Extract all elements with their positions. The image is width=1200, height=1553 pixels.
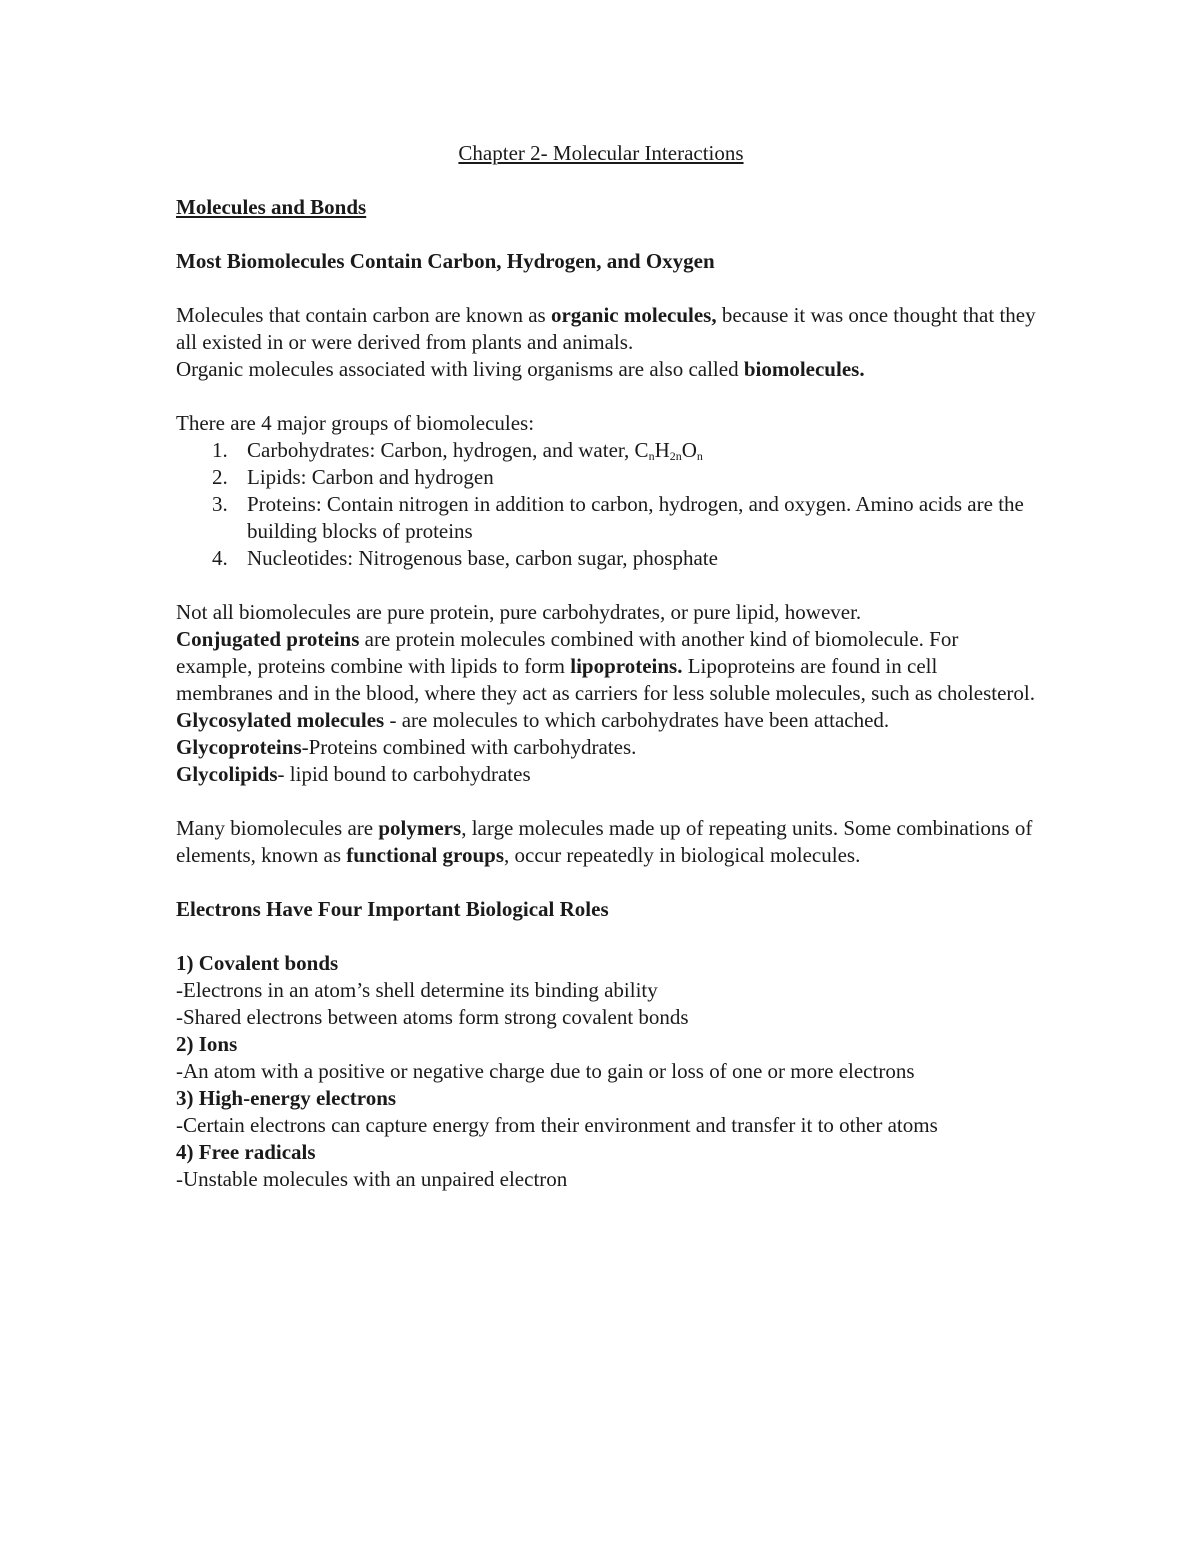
list-item <box>176 491 1036 545</box>
subheading-electrons: Electrons Have Four Important Biological Roles <box>176 897 609 921</box>
role-line: -Shared electrons between atoms form strong covalent bonds <box>176 1005 689 1029</box>
text: are protein molecules combined with another kind of biomolecule. For example, proteins combine with lipids to form <box>176 627 959 678</box>
list-text: Nucleotides: Nitrogenous base, carbon sugar, phosphate <box>247 546 718 570</box>
formula-part: O <box>681 438 697 462</box>
role-title-free-radicals: 4) Free radicals <box>176 1140 316 1164</box>
subscript: n <box>696 449 703 463</box>
paragraph-conjugated-proteins <box>176 626 1036 707</box>
list-text: Carbohydrates: Carbon, hydrogen, and water, C <box>247 438 649 462</box>
role-line: -Unstable molecules with an unpaired electron <box>176 1167 568 1191</box>
term-biomolecules: biomolecules. <box>743 357 865 381</box>
term-organic-molecules: organic molecules, <box>550 303 717 327</box>
text: -Proteins combined with carbohydrates. <box>301 735 637 759</box>
list-item <box>176 464 1036 491</box>
text: Lipoproteins are found in cell membranes and in the blood, where they act as carriers for less soluble molecules, such as cholesterol. <box>176 654 1035 705</box>
list-number: 1. <box>212 438 228 462</box>
role-title-covalent-bonds: 1) Covalent bonds <box>176 951 339 975</box>
role-line: -Electrons in an atom’s shell determine its binding ability <box>176 978 658 1002</box>
paragraph-glycolipids <box>176 761 1036 788</box>
subheading-biomolecules: Most Biomolecules Contain Carbon, Hydrogen, and Oxygen <box>176 249 715 273</box>
biomolecule-groups-list <box>176 437 1036 572</box>
text: Organic molecules associated with living organisms are also called <box>176 357 744 381</box>
list-item <box>176 437 1036 464</box>
term-glycoproteins: Glycoproteins <box>176 735 302 759</box>
list-text: Proteins: Contain nitrogen in addition to carbon, hydrogen, and oxygen. Amino acids are the building blocks of proteins <box>247 492 1024 543</box>
paragraph-glycoproteins <box>176 734 1036 761</box>
term-functional-groups: functional groups <box>346 843 505 867</box>
list-number: 2. <box>212 465 228 489</box>
paragraph-biomolecules <box>176 356 1036 383</box>
paragraph-polymers <box>176 815 1036 869</box>
text: , large molecules made up of repeating units. Some combinations of elements, known as <box>176 816 1033 867</box>
groups-intro: There are 4 major groups of biomolecules: <box>176 411 535 435</box>
text: Many biomolecules are <box>176 816 379 840</box>
role-title-high-energy-electrons: 3) High-energy electrons <box>176 1086 397 1110</box>
term-lipoproteins: lipoproteins. <box>570 654 683 678</box>
role-line: -Certain electrons can capture energy from their environment and transfer it to other atoms <box>176 1113 938 1137</box>
role-title-ions: 2) Ions <box>176 1032 238 1056</box>
list-number: 4. <box>212 546 228 570</box>
list-text: Lipids: Carbon and hydrogen <box>247 465 494 489</box>
document-page <box>176 140 1036 1193</box>
term-polymers: polymers <box>378 816 462 840</box>
subscript: 2n <box>669 449 682 463</box>
formula-part: H <box>654 438 670 462</box>
subscript: n <box>648 449 655 463</box>
role-line: -An atom with a positive or negative charge due to gain or loss of one or more electrons <box>176 1059 915 1083</box>
section-heading: Molecules and Bonds <box>176 195 367 219</box>
text: - are molecules to which carbohydrates have been attached. <box>384 708 890 732</box>
term-glycolipids: Glycolipids <box>176 762 278 786</box>
paragraph-organic-molecules <box>176 302 1036 356</box>
term-glycosylated-molecules: Glycosylated molecules <box>176 708 385 732</box>
text: - lipid bound to carbohydrates <box>277 762 531 786</box>
text: , occur repeatedly in biological molecules. <box>504 843 861 867</box>
term-conjugated-proteins: Conjugated proteins <box>176 627 360 651</box>
list-number: 3. <box>212 492 228 516</box>
list-item <box>176 545 1036 572</box>
text: because it was once thought that they all existed in or were derived from plants and animals. <box>176 303 1036 354</box>
text: Molecules that contain carbon are known as <box>176 303 551 327</box>
paragraph-not-pure: Not all biomolecules are pure protein, pure carbohydrates, or pure lipid, however. <box>176 600 862 624</box>
page-title: Chapter 2- Molecular Interactions <box>458 141 744 165</box>
paragraph-glycosylated <box>176 707 1036 734</box>
